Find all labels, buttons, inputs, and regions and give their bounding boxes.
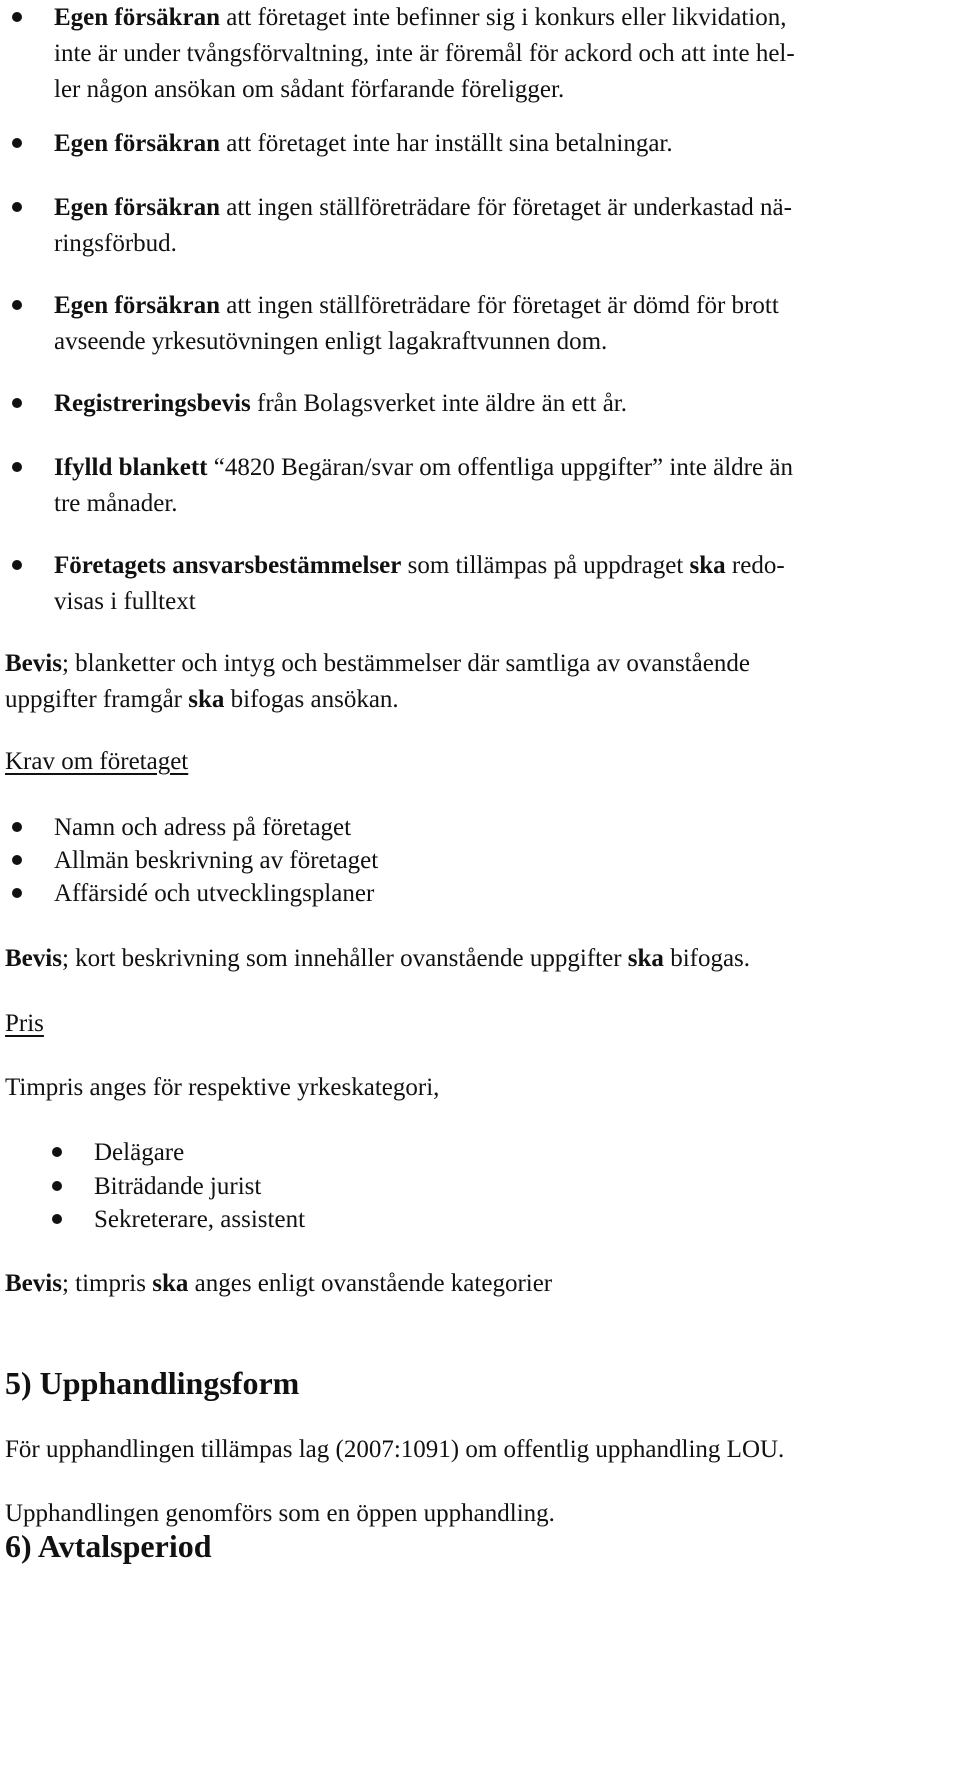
timpris-text: Timpris anges för respektive yrkeskategori,: [5, 1074, 440, 1101]
item-bold: Registreringsbevis: [54, 390, 251, 417]
bullet-icon: [52, 1214, 62, 1224]
section-heading-krav: Krav om företaget: [5, 748, 189, 775]
bullet-icon: [12, 12, 22, 22]
item-bold: Ifylld blankett: [54, 454, 208, 481]
section-heading-pris: Pris: [5, 1010, 44, 1037]
evidence-paragraph: Bevis; kort beskrivning som innehåller ovanstående uppgifter ska bifogas.: [5, 945, 751, 972]
bullet-icon: [52, 1181, 62, 1191]
bullet-icon: [12, 560, 22, 570]
item-bold: Egen försäkran: [54, 194, 220, 221]
evidence-paragraph: Bevis; timpris ska anges enligt ovanstående kategorier: [5, 1270, 553, 1297]
bullet-icon: [12, 202, 22, 212]
bullet-icon: [12, 855, 22, 865]
item-bold: Egen försäkran: [54, 292, 220, 319]
bullet-icon: [52, 1147, 62, 1157]
evidence-paragraph: Bevis; blanketter och intyg och bestämmelser där samtliga av ovanstående uppgifter framgår ska bifogas ansökan.: [5, 650, 750, 713]
bullet-icon: [12, 462, 22, 472]
section-heading-6: 6) Avtalsperiod: [5, 1528, 212, 1564]
item-bold: Företagets ansvarsbestämmelser: [54, 552, 402, 579]
bullet-icon: [12, 888, 22, 898]
bullet-icon: [12, 300, 22, 310]
item-bold: Egen försäkran: [54, 4, 220, 31]
bullet-icon: [12, 822, 22, 832]
section-heading-5: 5) Upphandlingsform: [5, 1365, 300, 1401]
bullet-icon: [12, 398, 22, 408]
bullet-icon: [12, 138, 22, 148]
open-procurement-text: Upphandlingen genomförs som en öppen upphandling.: [5, 1500, 555, 1527]
item-bold: Egen försäkran: [54, 130, 220, 157]
lou-text: För upphandlingen tillämpas lag (2007:1091) om offentlig upphandling LOU.: [5, 1436, 785, 1463]
